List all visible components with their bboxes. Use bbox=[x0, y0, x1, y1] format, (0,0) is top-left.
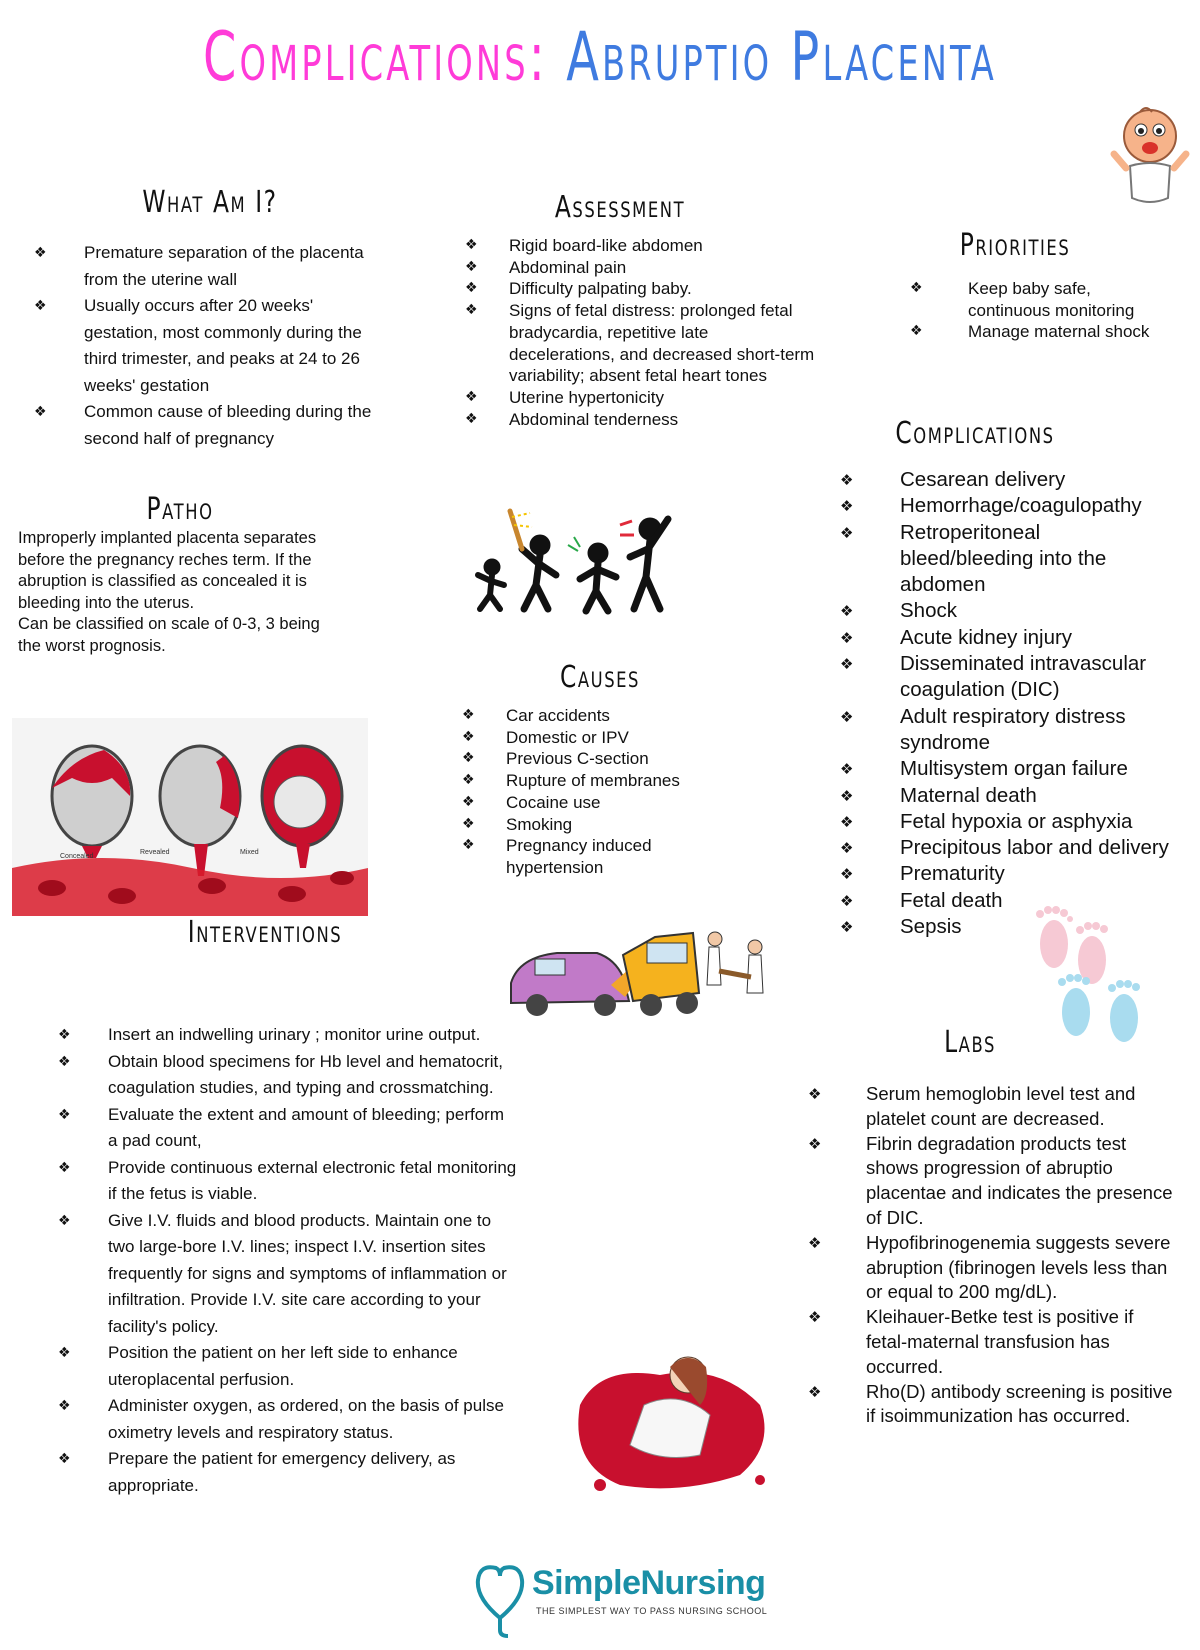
intervention-text: Position the patient on her left side to enhance uteroplacental perfusion. bbox=[108, 1343, 458, 1389]
interventions-heading: Interventions bbox=[187, 915, 343, 950]
causes-list bbox=[462, 705, 752, 879]
bullet-diamond-icon: ❖ bbox=[462, 772, 475, 789]
cause-item bbox=[462, 835, 752, 878]
lab-text: Serum hemoglobin level test and platelet count are decreased. bbox=[866, 1083, 1136, 1129]
cause-text: Cocaine use bbox=[506, 792, 601, 812]
cause-item bbox=[462, 705, 752, 727]
bullet-diamond-icon: ❖ bbox=[808, 1233, 822, 1252]
bullet-diamond-icon: ❖ bbox=[465, 258, 478, 275]
assessment-item bbox=[465, 278, 815, 300]
intervention-item bbox=[58, 1022, 518, 1049]
complications-heading: Complications bbox=[895, 416, 1055, 451]
bullet-diamond-icon: ❖ bbox=[465, 388, 478, 405]
baby-footprints-illustration bbox=[1020, 900, 1160, 1050]
cause-item bbox=[462, 792, 752, 814]
lab-item bbox=[808, 1231, 1178, 1305]
complication-item bbox=[840, 704, 1170, 757]
cause-text: Smoking bbox=[506, 814, 573, 834]
bullet-diamond-icon: ❖ bbox=[840, 891, 854, 910]
cause-item bbox=[462, 727, 752, 749]
complication-item bbox=[840, 625, 1170, 651]
complication-text: Adult respiratory distress syndrome bbox=[900, 704, 1126, 754]
placenta-abruption-diagram bbox=[12, 718, 368, 916]
bullet-diamond-icon: ❖ bbox=[34, 245, 47, 261]
what-am-i-item bbox=[34, 399, 374, 452]
complication-item bbox=[840, 651, 1170, 704]
hemorrhage-illustration bbox=[560, 1345, 780, 1495]
intervention-text: Give I.V. fluids and blood products. Maintain one to two large-bore I.V. lines; inspect I.V. insertion sites frequently for signs and symptoms of inflammation or infiltration. Provide I.V. site care according to your facility's policy. bbox=[108, 1210, 507, 1336]
interventions-list bbox=[58, 1022, 518, 1499]
intervention-item bbox=[58, 1446, 518, 1499]
intervention-item bbox=[58, 1155, 518, 1208]
cause-item bbox=[462, 770, 752, 792]
assessment-text: Difficulty palpating baby. bbox=[509, 279, 692, 299]
complication-text: Prematurity bbox=[900, 862, 1005, 886]
bullet-diamond-icon: ❖ bbox=[465, 280, 478, 297]
bullet-diamond-icon: ❖ bbox=[840, 602, 854, 621]
assessment-text: Rigid board-like abdomen bbox=[509, 236, 703, 255]
complication-item bbox=[840, 861, 1170, 887]
bullet-diamond-icon: ❖ bbox=[840, 760, 854, 779]
bullet-diamond-icon: ❖ bbox=[58, 1159, 71, 1176]
bullet-diamond-icon: ❖ bbox=[58, 1451, 71, 1467]
complication-text: Retroperitoneal bleed/bleeding into the abdomen bbox=[900, 520, 1107, 597]
assessment-item bbox=[465, 257, 815, 279]
bullet-diamond-icon: ❖ bbox=[840, 786, 854, 805]
assessment-text: Uterine hypertonicity bbox=[509, 387, 664, 407]
what-am-i-text: Usually occurs after 20 weeks' gestation, most commonly during the third trimester, and peaks at 24 to 26 weeks' gestation bbox=[84, 296, 362, 395]
lab-item bbox=[808, 1380, 1178, 1430]
bullet-diamond-icon: ❖ bbox=[465, 237, 478, 253]
lab-item bbox=[808, 1305, 1178, 1379]
bullet-diamond-icon: ❖ bbox=[462, 728, 475, 745]
bullet-diamond-icon: ❖ bbox=[840, 655, 854, 674]
intervention-text: Evaluate the extent and amount of bleeding; perform a pad count, bbox=[108, 1104, 504, 1150]
cause-item bbox=[462, 748, 752, 770]
priority-item bbox=[910, 321, 1170, 343]
bullet-diamond-icon: ❖ bbox=[840, 471, 854, 489]
labs-heading: Labs bbox=[944, 1025, 996, 1060]
complication-item bbox=[840, 835, 1170, 861]
complication-item bbox=[840, 756, 1170, 782]
patho-heading: Patho bbox=[146, 492, 214, 527]
bullet-diamond-icon: ❖ bbox=[58, 1345, 71, 1361]
lab-text: Rho(D) antibody screening is positive if isoimmunization has occurred. bbox=[866, 1380, 1173, 1427]
intervention-text: Provide continuous external electronic fetal monitoring if the fetus is viable. bbox=[108, 1157, 517, 1203]
assessment-list bbox=[465, 235, 815, 430]
complications-list bbox=[840, 467, 1170, 940]
complication-text: Maternal death bbox=[900, 783, 1037, 807]
complication-item bbox=[840, 493, 1170, 519]
complication-text: Disseminated intravascular coagulation (DIC) bbox=[900, 652, 1147, 702]
bullet-diamond-icon: ❖ bbox=[910, 280, 923, 296]
bullet-diamond-icon: ❖ bbox=[808, 1085, 822, 1103]
assessment-text: Signs of fetal distress: prolonged fetal bradycardia, repetitive late decelerations, and decreased short-term variability; absent fetal heart tones bbox=[509, 301, 815, 386]
complication-item bbox=[840, 783, 1170, 809]
bullet-diamond-icon: ❖ bbox=[462, 707, 475, 723]
priorities-heading: Priorities bbox=[959, 228, 1071, 263]
bullet-diamond-icon: ❖ bbox=[808, 1382, 822, 1401]
bullet-diamond-icon: ❖ bbox=[840, 497, 854, 516]
bullet-diamond-icon: ❖ bbox=[462, 837, 475, 854]
cause-text: Pregnancy induced hypertension bbox=[506, 836, 652, 877]
diagram-label-revealed: Revealed bbox=[140, 849, 170, 856]
bullet-diamond-icon: ❖ bbox=[840, 812, 854, 831]
page-title bbox=[132, 18, 1068, 97]
complication-text: Shock bbox=[900, 599, 957, 623]
complication-text: Fetal hypoxia or asphyxia bbox=[900, 809, 1133, 833]
intervention-item bbox=[58, 1208, 518, 1341]
bullet-diamond-icon: ❖ bbox=[465, 302, 478, 319]
bullet-diamond-icon: ❖ bbox=[58, 1398, 71, 1414]
assessment-text: Abdominal tenderness bbox=[509, 409, 679, 429]
intervention-text: Administer oxygen, as ordered, on the basis of pulse oximetry levels and respiratory status. bbox=[108, 1396, 504, 1442]
complication-item bbox=[840, 520, 1170, 599]
simplenursing-logo bbox=[470, 1558, 770, 1638]
assessment-item bbox=[465, 387, 815, 409]
complication-text: Sepsis bbox=[900, 915, 962, 939]
causes-heading: Causes bbox=[559, 660, 641, 695]
patho-text: Improperly implanted placenta separates before the pregnancy reches term. If the abruption is classified as concealed it is bleeding into the uterus. Can be classified on scale of 0-3, 3 being the worst prognosis. bbox=[18, 529, 320, 655]
priority-item bbox=[910, 278, 1170, 321]
what-am-i-item bbox=[34, 293, 374, 399]
cause-text: Previous C-section bbox=[506, 749, 649, 769]
bullet-diamond-icon: ❖ bbox=[840, 865, 854, 884]
intervention-text: Insert an indwelling urinary ; monitor urine output. bbox=[108, 1025, 481, 1044]
intervention-item bbox=[58, 1102, 518, 1155]
title-part-2: Abruptio Placenta bbox=[566, 18, 997, 97]
lab-item bbox=[808, 1082, 1178, 1132]
baby-illustration bbox=[1110, 98, 1190, 213]
bullet-diamond-icon: ❖ bbox=[58, 1027, 71, 1043]
priorities-list bbox=[910, 278, 1170, 343]
cause-item bbox=[462, 814, 752, 836]
intervention-item bbox=[58, 1393, 518, 1446]
complication-item bbox=[840, 467, 1170, 493]
bullet-diamond-icon: ❖ bbox=[462, 815, 475, 832]
assessment-heading: Assessment bbox=[554, 190, 686, 225]
intervention-item bbox=[58, 1049, 518, 1102]
lab-item bbox=[808, 1132, 1178, 1231]
what-am-i-heading: What Am I? bbox=[142, 185, 278, 220]
bullet-diamond-icon: ❖ bbox=[462, 793, 475, 810]
bullet-diamond-icon: ❖ bbox=[840, 707, 854, 726]
diagram-label-mixed: Mixed bbox=[240, 849, 259, 856]
assessment-item bbox=[465, 409, 815, 431]
complication-text: Hemorrhage/coagulopathy bbox=[900, 494, 1142, 518]
diagram-label-concealed: Concealed bbox=[60, 853, 94, 860]
cause-text: Car accidents bbox=[506, 706, 610, 725]
cause-text: Rupture of membranes bbox=[506, 771, 680, 791]
title-part-1: Complications: bbox=[203, 18, 548, 97]
assessment-item bbox=[465, 300, 815, 387]
bullet-diamond-icon: ❖ bbox=[840, 839, 854, 858]
bullet-diamond-icon: ❖ bbox=[840, 628, 854, 647]
bullet-diamond-icon: ❖ bbox=[840, 523, 854, 542]
bullet-diamond-icon: ❖ bbox=[58, 1212, 71, 1229]
what-am-i-text: Common cause of bleeding during the second half of pregnancy bbox=[84, 402, 372, 448]
car-accident-illustration bbox=[505, 925, 780, 1025]
priority-text: Manage maternal shock bbox=[968, 322, 1150, 342]
intervention-item bbox=[58, 1340, 518, 1393]
complication-text: Fetal death bbox=[900, 888, 1003, 912]
lab-text: Fibrin degradation products test shows progression of abruptio placentae and indicates the presence of DIC. bbox=[866, 1132, 1173, 1228]
assessment-item bbox=[465, 235, 815, 257]
lab-text: Kleihauer-Betke test is positive if fetal-maternal transfusion has occurred. bbox=[866, 1306, 1134, 1377]
domestic-violence-illustration bbox=[470, 505, 690, 615]
assessment-text: Abdominal pain bbox=[509, 257, 627, 277]
bullet-diamond-icon: ❖ bbox=[462, 750, 475, 767]
complication-text: Cesarean delivery bbox=[900, 468, 1066, 491]
complication-text: Acute kidney injury bbox=[900, 625, 1073, 649]
intervention-text: Prepare the patient for emergency delivery, as appropriate. bbox=[108, 1449, 456, 1495]
priority-text: Keep baby safe, continuous monitoring bbox=[968, 279, 1135, 320]
complication-text: Precipitous labor and delivery bbox=[900, 836, 1169, 860]
what-am-i-list bbox=[34, 240, 374, 452]
bullet-diamond-icon: ❖ bbox=[34, 298, 47, 314]
labs-list bbox=[808, 1082, 1178, 1429]
stethoscope-heart-icon bbox=[470, 1558, 530, 1638]
complication-item bbox=[840, 598, 1170, 624]
intervention-text: Obtain blood specimens for Hb level and hematocrit, coagulation studies, and typing and crossmatching. bbox=[108, 1051, 503, 1097]
bullet-diamond-icon: ❖ bbox=[910, 323, 923, 340]
complication-text: Multisystem organ failure bbox=[900, 757, 1128, 781]
bullet-diamond-icon: ❖ bbox=[34, 404, 47, 420]
cause-text: Domestic or IPV bbox=[506, 727, 629, 747]
brand-tagline: THE SIMPLEST WAY TO PASS NURSING SCHOOL bbox=[536, 1606, 768, 1616]
bullet-diamond-icon: ❖ bbox=[808, 1308, 822, 1327]
bullet-diamond-icon: ❖ bbox=[840, 918, 854, 937]
what-am-i-text: Premature separation of the placenta from the uterine wall bbox=[84, 243, 364, 289]
what-am-i-item bbox=[34, 240, 374, 293]
complication-item bbox=[840, 809, 1170, 835]
bullet-diamond-icon: ❖ bbox=[58, 1106, 71, 1123]
brand-name: SimpleNursing bbox=[532, 1564, 766, 1602]
lab-text: Hypofibrinogenemia suggests severe abruption (fibrinogen levels less than or equal to 200 mg/dL). bbox=[866, 1231, 1171, 1303]
bullet-diamond-icon: ❖ bbox=[808, 1134, 822, 1153]
bullet-diamond-icon: ❖ bbox=[465, 410, 478, 427]
bullet-diamond-icon: ❖ bbox=[58, 1053, 71, 1070]
